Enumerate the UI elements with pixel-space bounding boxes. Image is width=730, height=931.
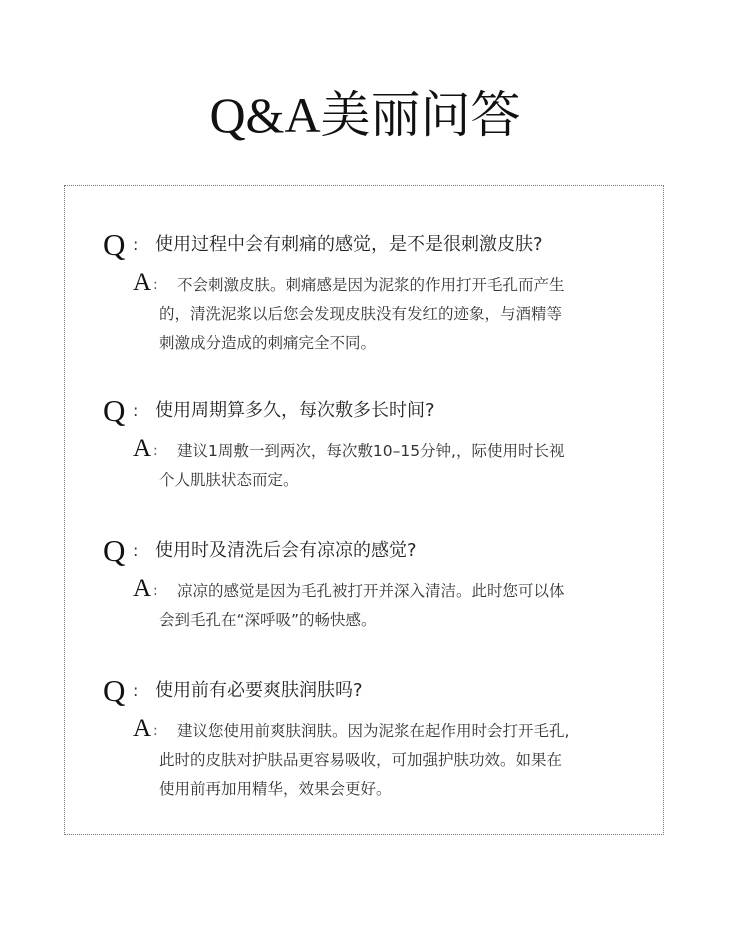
question-mark-letter: Q	[103, 533, 126, 568]
question-text: 使用周期算多久，每次敷多长时间?	[155, 400, 435, 421]
answer-mark-letter: A	[133, 435, 152, 462]
answer-line: 使用前再加用精华，效果会更好。	[159, 780, 392, 798]
answer-line: 的，清洗泥浆以后您会发现皮肤没有发红的迹象，与酒精等	[159, 305, 563, 323]
question-text: 使用过程中会有刺痛的感觉，是不是很刺激皮肤?	[155, 234, 543, 255]
question-colon: :	[133, 541, 139, 560]
answer-line: 个人肌肤状态而定。	[159, 471, 299, 489]
answer-mark-letter: A	[133, 269, 152, 296]
answer-mark-letter: A	[133, 575, 152, 602]
answer-line: 刺激成分造成的刺痛完全不同。	[159, 334, 377, 352]
answer-line: 不会刺激皮肤。刺痛感是因为泥浆的作用打开毛孔而产生	[177, 276, 565, 294]
question-mark-letter: Q	[103, 673, 126, 708]
answer-line: 凉凉的感觉是因为毛孔被打开并深入清洁。此时您可以体	[177, 582, 565, 600]
question-text: 使用时及清洗后会有凉凉的感觉?	[155, 540, 417, 561]
qa-box	[64, 185, 664, 835]
page-title-latin: Q&A	[209, 87, 321, 143]
question-text: 使用前有必要爽肤润肤吗?	[155, 680, 363, 701]
answer-colon: :	[153, 443, 158, 459]
page-title-chinese: 美丽问答	[320, 86, 521, 144]
answer-mark-letter: A	[133, 715, 152, 742]
question-colon: :	[133, 681, 139, 700]
page-title	[0, 84, 730, 146]
question-mark-letter: Q	[103, 227, 126, 262]
answer-colon: :	[153, 277, 158, 293]
question-colon: :	[133, 401, 139, 420]
answer-line: 此时的皮肤对护肤品更容易吸收，可加强护肤功效。如果在	[159, 751, 563, 769]
answer-colon: :	[153, 583, 158, 599]
answer-line: 会到毛孔在“深呼吸”的畅快感。	[159, 611, 377, 629]
question-colon: :	[133, 235, 139, 254]
answer-line: 建议1周敷一到两次，每次敷10–15分钟,，际使用时长视	[177, 442, 565, 460]
answer-colon: :	[153, 723, 158, 739]
question-mark-letter: Q	[103, 393, 126, 428]
answer-line: 建议您使用前爽肤润肤。因为泥浆在起作用时会打开毛孔,	[177, 722, 570, 740]
